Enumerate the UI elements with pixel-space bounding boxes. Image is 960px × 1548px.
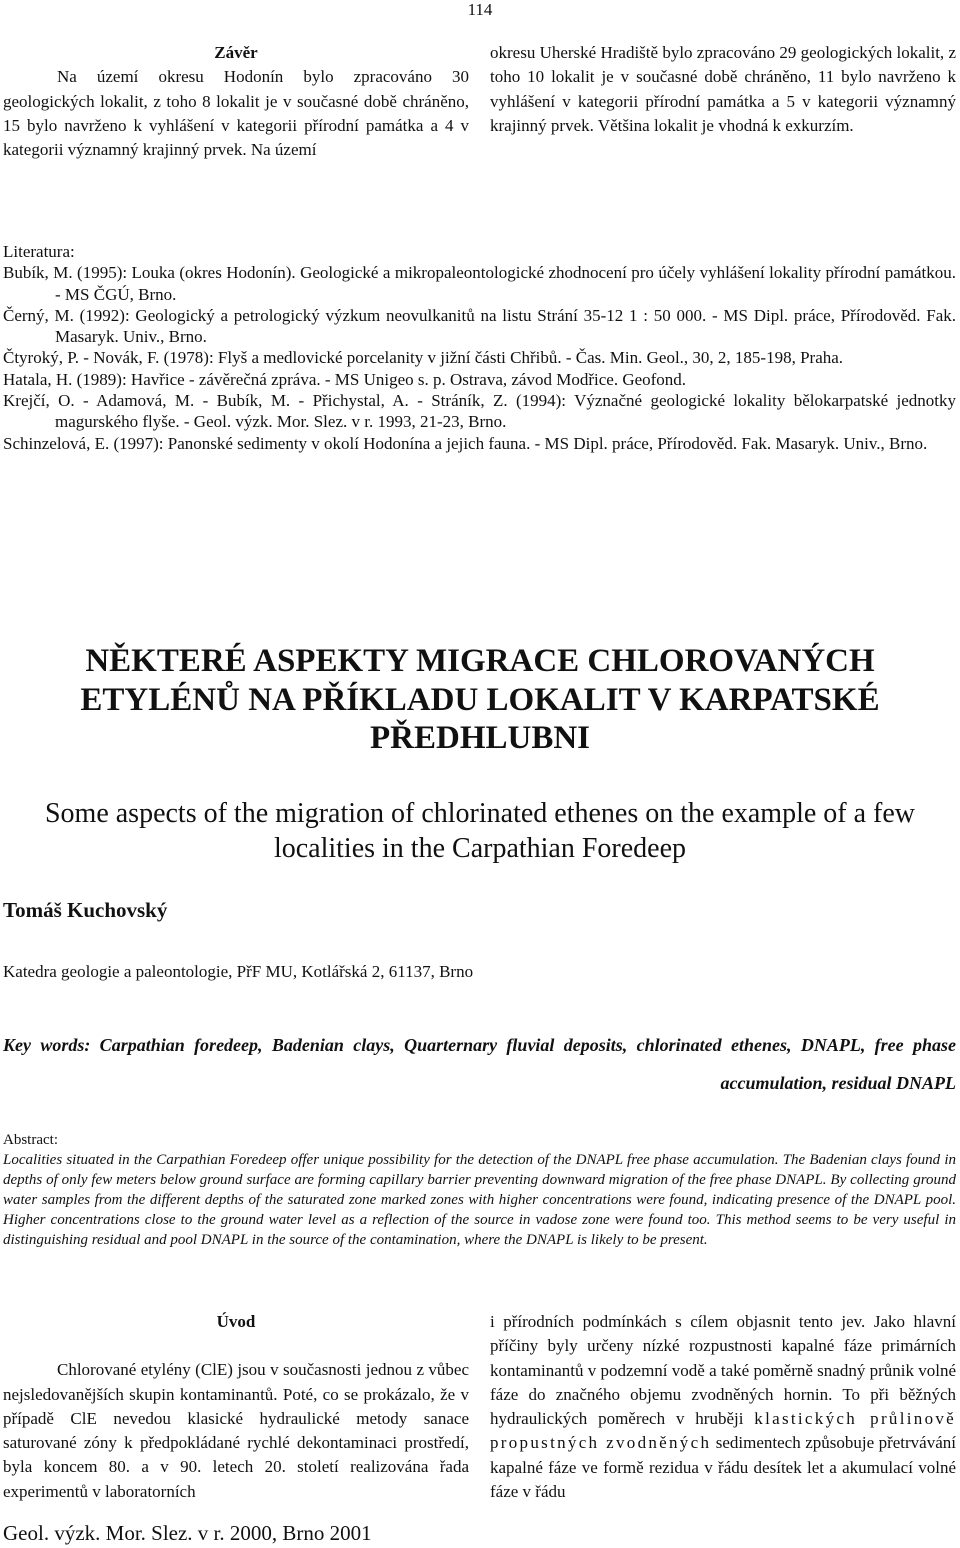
reference-item: Bubík, M. (1995): Louka (okres Hodonín). Geologické a mikropaleontologické zhodnocení pro účely vyhlášení lokality přírodní památkou. - MS ČGÚ, Brno.: [3, 263, 956, 304]
article-title-cz: [0, 642, 960, 758]
intro-right-text: i přírodních podmínkách s cílem objasnit tento jev. Jako hlavní příčiny byly určeny nízké rozpustnosti kapalné fáze primárních kontaminantů v podzemní vodě a také poměrně snadný průnik volné fáze do značného objemu zvodněných hornin. To při běžných hydraulických poměrech v hruběji: [490, 1312, 956, 1429]
conclusion-paragraph-left: Na území okresu Hodonín bylo zpracováno 30 geologických lokalit, z toho 8 lokalit je v současné době chráněno, 15 bylo navrženo k vyhlášení v kategorii přírodní památka a 4 v kategorii významný krajinný prvek. Na území: [3, 67, 469, 160]
introduction-left-column: [3, 1310, 469, 1504]
intro-right-text-spaced: klastických průlinově propustných zvodněných: [490, 1409, 957, 1453]
literature-section: [3, 241, 956, 454]
introduction-heading: Úvod: [216, 1312, 256, 1331]
title-cz-line: ETYLÉNŮ NA PŘÍKLADU LOKALIT V KARPATSKÉ: [80, 681, 880, 718]
reference-item: Hatala, H. (1989): Havřice - závěrečná zpráva. - MS Unigeo s. p. Ostrava, závod Modřice. Geofond.: [3, 369, 687, 389]
introduction-paragraph-left: Chlorované etylény (ClE) jsou v současnosti jednou z vůbec nejsledovanějších skupin kontaminantů. Poté, co se prokázalo, že v případě ClE nevedou klasické hydraulické metody sanace saturované zóny k předpokládané rychlé dekontaminaci prostředí, byla koncem 80. a v 90. letech 20. století realizována řada experimentů v laboratorních: [3, 1360, 469, 1501]
reference-item: Čtyroký, P. - Novák, F. (1978): Flyš a medlovické porcelanity v jižní části Chřibů. - Čas. Min. Geol., 30, 2, 185-198, Praha.: [3, 348, 844, 368]
abstract-text: Localities situated in the Carpathian Foredeep offer unique possibility for the detection of the DNAPL free phase accumulation. The Badenian clays found in depths of only few meters below ground surface are forming capillary barrier preventing downward migration of the free phase DNAPL. By collecting ground water samples from the different depths of the saturated zone marked zones with higher concentrations were found, indicating presence of the DNAPL pool. Higher concentrations close to the ground water level as a reflection of the source in vadose zone were found too. This method seems to be very useful in distinguishing residual and pool DNAPL in the source of the contamination, where the DNAPL is likely to be present.: [3, 1152, 956, 1248]
conclusion-left-column: [3, 41, 469, 162]
keywords: Key words: Carpathian foredeep, Badenian clays, Quarternary fluvial deposits, chlorinated ethenes, DNAPL, free phase accumulation, residual DNAPL: [3, 1035, 956, 1093]
abstract-section: [3, 1130, 956, 1250]
reference-item: Schinzelová, E. (1997): Panonské sedimenty v okolí Hodonína a jejich fauna. - MS Dipl. práce, Přírodověd. Fak. Masaryk. Univ., Brno.: [3, 433, 928, 453]
introduction-right-column: [490, 1310, 956, 1504]
introduction-paragraph-right: [490, 1310, 956, 1504]
reference-item: Černý, M. (1992): Geologický a petrologický výzkum neovulkanitů na listu Strání 35-12 1 : 50 000. - MS Dipl. práce, Přírodověd. Fak. Masaryk. Univ., Brno.: [3, 305, 956, 347]
title-cz-line: NĚKTERÉ ASPEKTY MIGRACE CHLOROVANÝCH: [85, 643, 875, 679]
reference-item: Krejčí, O. - Adamová, M. - Bubík, M. - Přichystal, A. - Stráník, Z. (1994): Význačné geologické lokality bělokarpatské jednotky magurského flyše. - Geol. výzk. Mor. Slez. v r. 1993, 21-23, Brno.: [3, 391, 956, 432]
page-number: 114: [467, 0, 493, 19]
abstract-label: Abstract:: [3, 1132, 58, 1148]
conclusion-right-column: [490, 41, 956, 138]
article-title-en: Some aspects of the migration of chlorinated ethenes on the example of a few localities in the Carpathian Foredeep: [44, 798, 916, 864]
intro-right-text: sedimentech způsobuje přetrvávání kapalné fáze ve formě rezidua v řádu desítek let a akumulací volné fáze v řádu: [490, 1433, 956, 1502]
literature-label: Literatura:: [3, 242, 75, 261]
conclusion-heading: Závěr: [214, 43, 258, 62]
author-affiliation: Katedra geologie a paleontologie, PřF MU, Kotlářská 2, 61137, Brno: [3, 962, 474, 981]
author-name: Tomáš Kuchovský: [3, 898, 168, 922]
conclusion-paragraph-right: okresu Uherské Hradiště bylo zpracováno 29 geologických lokalit, z toho 10 lokalit je v současné době chráněno, 11 bylo navrženo k vyhlášení v kategorii přírodní památka a 5 v kategorii významný krajinný prvek. Většina lokalit je vhodná k exkurzím.: [490, 43, 956, 135]
title-cz-line: PŘEDHLUBNI: [369, 720, 591, 756]
journal-footer: Geol. výzk. Mor. Slez. v r. 2000, Brno 2001: [3, 1521, 372, 1545]
